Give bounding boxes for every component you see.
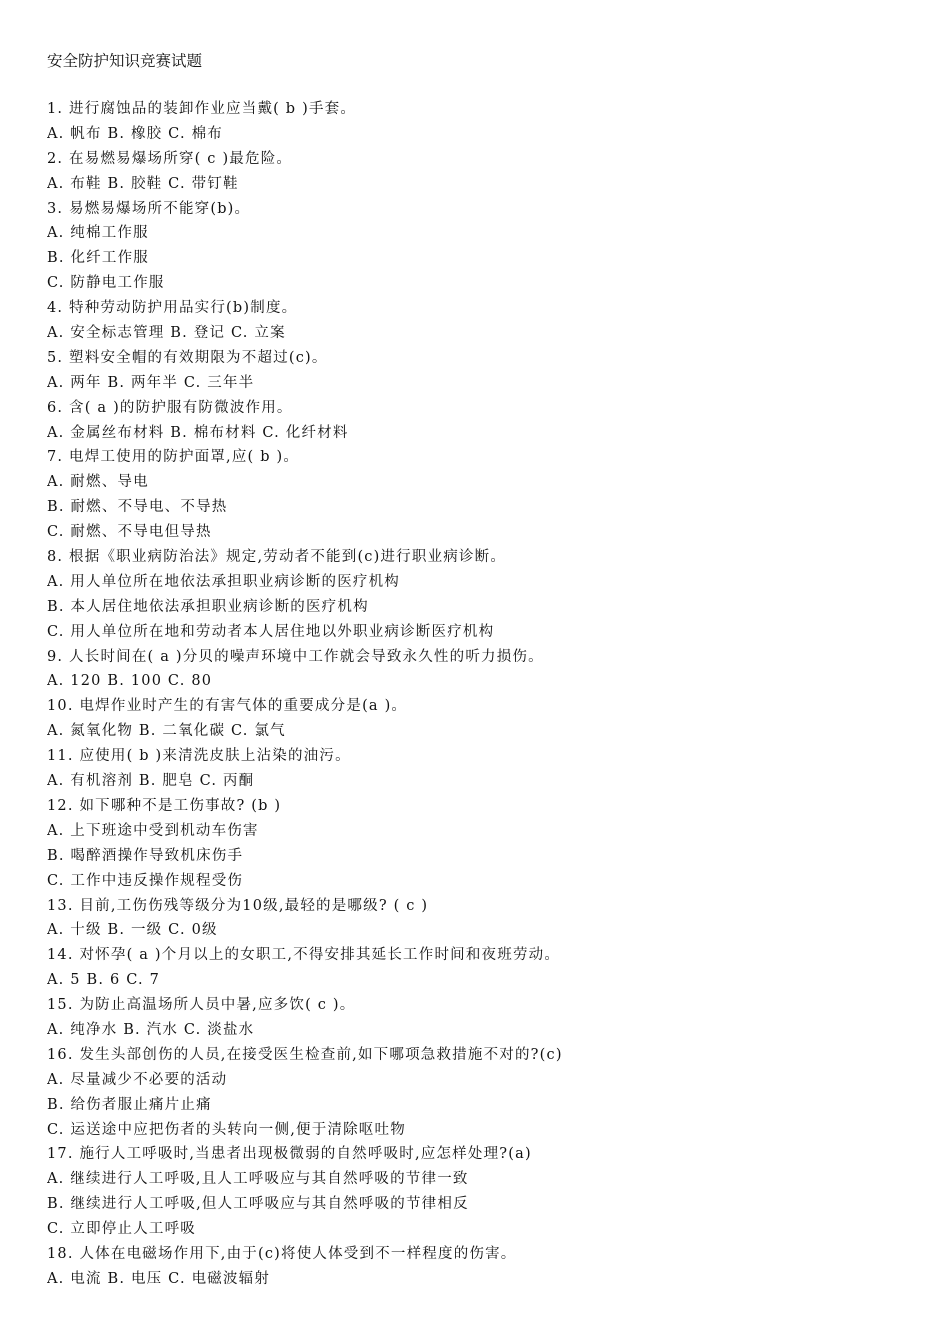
text-line: B. 化纤工作服 <box>47 250 149 267</box>
text-line: B. 喝醉酒操作导致机床伤手 <box>47 847 244 864</box>
text-line: 12. 如下哪种不是工伤事故? (b ) <box>47 797 282 814</box>
text-line: 1. 进行腐蚀品的装卸作业应当戴( b )手套。 <box>47 101 357 117</box>
text-line: A. 安全标志管理 B. 登记 C. 立案 <box>47 325 286 342</box>
text-line: C. 耐燃、不导电但导热 <box>47 524 212 541</box>
text-line: 5. 塑料安全帽的有效期限为不超过(c)。 <box>47 349 328 366</box>
text-line: A. 电流 B. 电压 C. 电磁波辐射 <box>47 1270 271 1287</box>
text-line: 13. 目前,工伤伤残等级分为10级,最轻的是哪级? ( c ) <box>47 897 429 914</box>
text-line: A. 上下班途中受到机动车伤害 <box>47 822 259 839</box>
document-title: 安全防护知识竞赛试题 <box>47 52 203 70</box>
text-line: 18. 人体在电磁场作用下,由于(c)将使人体受到不一样程度的伤害。 <box>47 1245 517 1262</box>
text-line: C. 用人单位所在地和劳动者本人居住地以外职业病诊断医疗机构 <box>47 623 495 640</box>
text-line: A. 金属丝布材料 B. 棉布材料 C. 化纤材料 <box>47 424 349 441</box>
text-line: C. 防静电工作服 <box>47 275 165 292</box>
text-line: A. 耐燃、导电 <box>47 474 149 491</box>
text-line: 17. 施行人工呼吸时,当患者出现极微弱的自然呼吸时,应怎样处理?(a) <box>47 1146 532 1163</box>
text-line: A. 两年 B. 两年半 C. 三年半 <box>47 374 255 391</box>
text-line: 16. 发生头部创伤的人员,在接受医生检查前,如下哪项急救措施不对的?(c) <box>47 1046 563 1063</box>
text-line: B. 耐燃、不导电、不导热 <box>47 499 228 516</box>
text-line: A. 5 B. 6 C. 7 <box>47 972 161 989</box>
text-line: 9. 人长时间在( a )分贝的噪声环境中工作就会导致永久性的听力损伤。 <box>47 648 544 665</box>
text-line: A. 氮氧化物 B. 二氧化碳 C. 氯气 <box>47 723 286 740</box>
text-line: 10. 电焊作业时产生的有害气体的重要成分是(a )。 <box>47 698 408 715</box>
text-line: C. 运送途中应把伤者的头转向一侧,便于清除呕吐物 <box>47 1121 406 1138</box>
text-line: A. 十级 B. 一级 C. 0级 <box>47 922 218 939</box>
text-line: 7. 电焊工使用的防护面罩,应( b )。 <box>47 449 300 466</box>
text-line: A. 纯净水 B. 汽水 C. 淡盐水 <box>47 1021 255 1038</box>
text-line: 6. 含( a )的防护服有防微波作用。 <box>47 399 293 416</box>
text-line: 11. 应使用( b )来清洗皮肤上沾染的油污。 <box>47 748 351 765</box>
text-line: 3. 易燃易爆场所不能穿(b)。 <box>47 200 251 217</box>
text-line: B. 本人居住地依法承担职业病诊断的医疗机构 <box>47 598 369 615</box>
question-list <box>47 97 927 1292</box>
text-line: 14. 对怀孕( a )个月以上的女职工,不得安排其延长工作时间和夜班劳动。 <box>47 947 561 964</box>
text-line: C. 立即停止人工呼吸 <box>47 1221 196 1238</box>
text-line: C. 工作中违反操作规程受伤 <box>47 872 244 889</box>
text-line: 8. 根据《职业病防治法》规定,劳动者不能到(c)进行职业病诊断。 <box>47 549 507 566</box>
text-line: A. 布鞋 B. 胶鞋 C. 带钉鞋 <box>47 175 239 192</box>
text-line: 15. 为防止高温场所人员中暑,应多饮( c )。 <box>47 997 356 1014</box>
text-line: A. 帆布 B. 橡胶 C. 棉布 <box>47 125 223 142</box>
text-line: A. 尽量减少不必要的活动 <box>47 1071 228 1088</box>
text-line: A. 纯棉工作服 <box>47 225 149 242</box>
text-line: A. 继续进行人工呼吸,且人工呼吸应与其自然呼吸的节律一致 <box>47 1171 469 1188</box>
text-line: A. 有机溶剂 B. 肥皂 C. 丙酮 <box>47 773 255 790</box>
text-line: A. 用人单位所在地依法承担职业病诊断的医疗机构 <box>47 573 400 590</box>
text-line: B. 继续进行人工呼吸,但人工呼吸应与其自然呼吸的节律相反 <box>47 1196 469 1213</box>
text-line: A. 120 B. 100 C. 80 <box>47 673 213 690</box>
text-line: 4. 特种劳动防护用品实行(b)制度。 <box>47 300 298 317</box>
text-line: B. 给伤者服止痛片止痛 <box>47 1096 212 1113</box>
text-line: 2. 在易燃易爆场所穿( c )最危险。 <box>47 150 293 167</box>
